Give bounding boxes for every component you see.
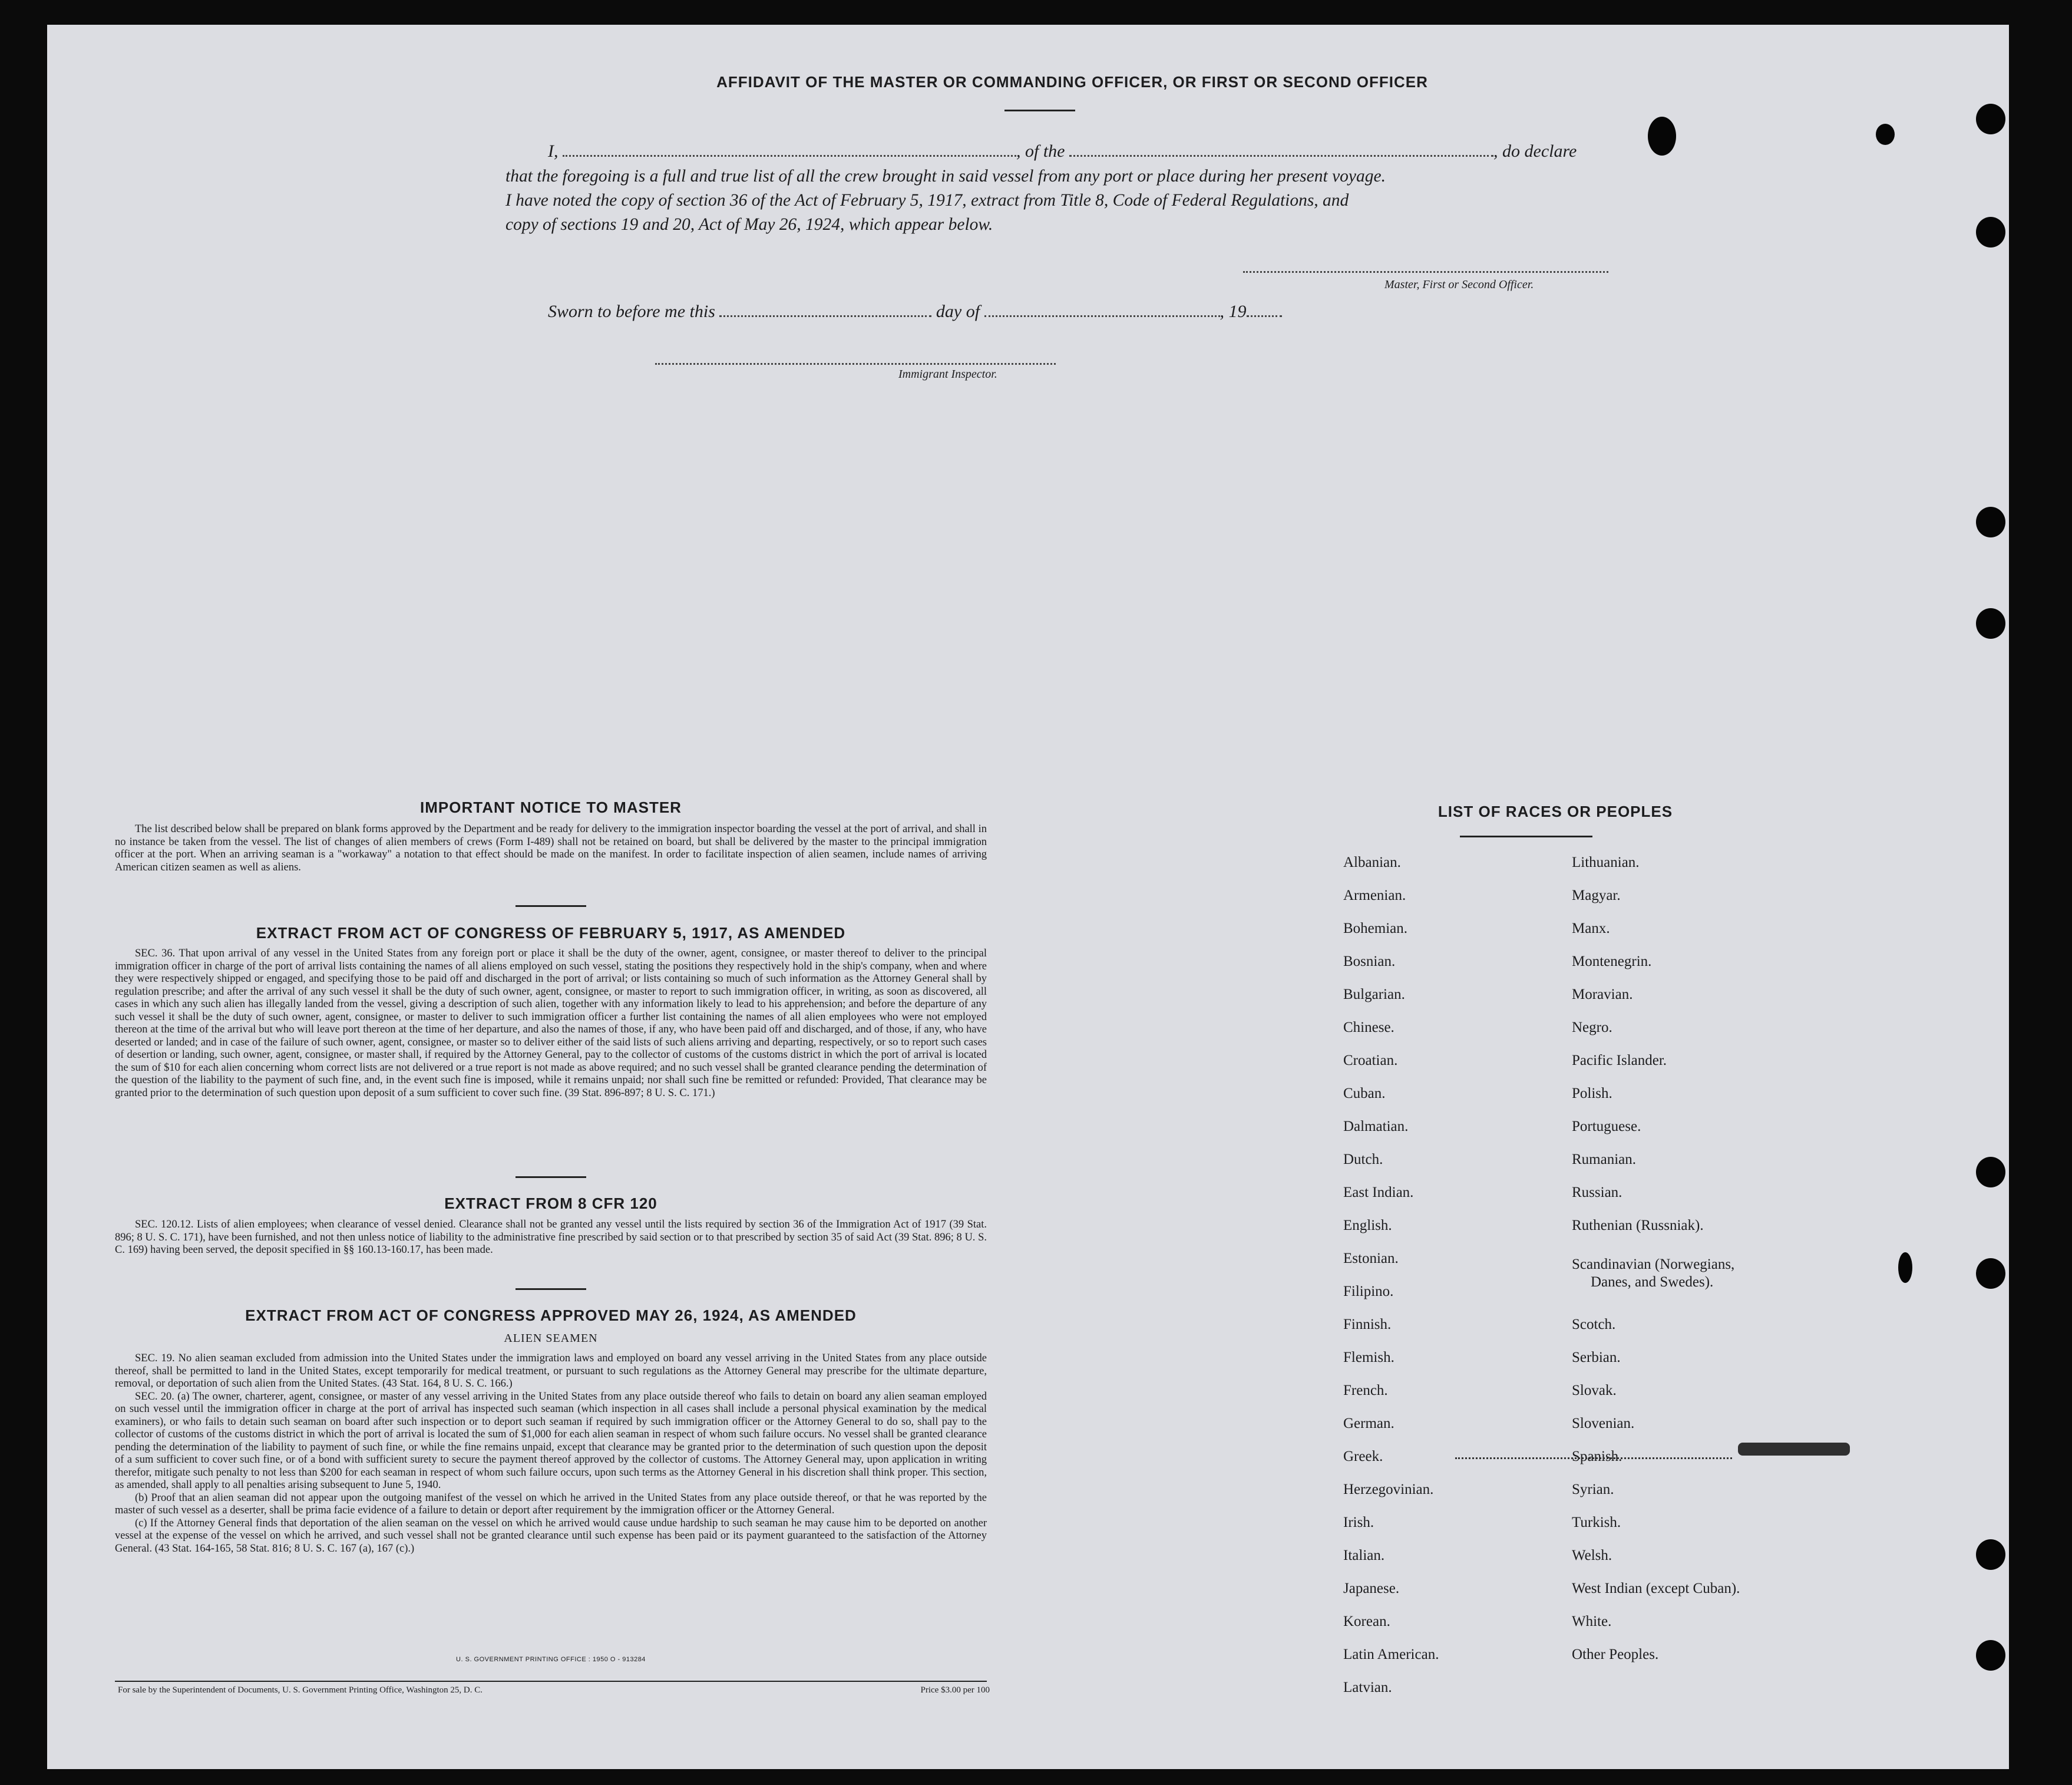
punch-hole	[1976, 104, 2005, 134]
race-item: Lithuanian.	[1572, 854, 1640, 870]
race-item: Slovak.	[1572, 1383, 1617, 1398]
of-the-label: , of the	[1016, 141, 1065, 161]
race-item: Syrian.	[1572, 1482, 1614, 1497]
master-name-field[interactable]	[563, 155, 1016, 157]
race-item: Armenian.	[1343, 887, 1406, 903]
race-item: Magyar.	[1572, 887, 1621, 903]
race-item: Welsh.	[1572, 1548, 1612, 1563]
race-item: Estonian.	[1343, 1251, 1399, 1266]
punch-hole	[1976, 507, 2005, 537]
sec-19-paragraph: SEC. 19. No alien seaman excluded from admission into the United States under the immigration laws and employed on board any vessel arriving in the United States from any place outside thereof, shall be permitted to land in the United States, except temporarily for medical treatment, or pursuant to such regulations as the Attorney General may prescribe for the ultimate departure, removal, or deportation of such alien from the United States. (43 Stat. 164, 8 U. S. C. 166.)	[115, 1352, 987, 1390]
race-item: Dutch.	[1343, 1151, 1383, 1167]
divider	[1460, 836, 1592, 837]
race-item: Latin American.	[1343, 1647, 1439, 1662]
notice-text	[115, 823, 987, 874]
race-item: Bulgarian.	[1343, 986, 1405, 1002]
notice-heading: IMPORTANT NOTICE TO MASTER	[420, 799, 682, 816]
sworn-month-field[interactable]	[984, 315, 1220, 317]
race-item: Italian.	[1343, 1548, 1385, 1563]
affidavit-heading: AFFIDAVIT OF THE MASTER OR COMMANDING OFFICER, OR FIRST OR SECOND OFFICER	[716, 73, 1428, 91]
i-label: I,	[548, 141, 559, 161]
notice-paragraph: The list described below shall be prepared on blank forms approved by the Department and be ready for delivery to the immigration inspector boarding the vessel at the port of arrival, and shall in no instance be taken from the vessel. The list of changes of alien members of crews (Form I-489) shall not be retained on board, but shall be delivered by the master to the principal immigration officer at the port. When an arriving seaman is a "workaway" a notation to that effect should be made on the manifest. In order to facilitate inspection of alien seamen, include names of arriving American citizen seamen as well as aliens.	[115, 823, 987, 873]
master-signature-line[interactable]	[1243, 259, 1608, 273]
race-item: Chinese.	[1343, 1019, 1394, 1035]
divider	[1004, 110, 1075, 111]
extract-1924-heading: EXTRACT FROM ACT OF CONGRESS APPROVED MAY 26, 1924, AS AMENDED	[245, 1306, 857, 1324]
race-item: Japanese.	[1343, 1581, 1400, 1596]
race-item: Irish.	[1343, 1515, 1374, 1530]
inspector-signature-caption: Immigrant Inspector.	[898, 368, 997, 381]
race-item: Greek.	[1343, 1449, 1383, 1464]
race-item: Scotch.	[1572, 1317, 1616, 1332]
race-item: Manx.	[1572, 920, 1610, 936]
sworn-day-field[interactable]	[719, 315, 931, 317]
race-item: English.	[1343, 1218, 1392, 1233]
ink-smudge	[1455, 1456, 1732, 1459]
race-item: Dalmatian.	[1343, 1118, 1409, 1134]
sworn-year-field[interactable]	[1247, 315, 1282, 317]
divider	[515, 905, 586, 907]
race-item: White.	[1572, 1614, 1612, 1629]
sec-120-12-paragraph: SEC. 120.12. Lists of alien employees; when clearance of vessel denied. Clearance shall not be granted any vessel until the lists required by section 36 of the Immigration Act of 1917 (39 Stat. 896; 8 U. S. C. 171), have been furnished, and not then unless notice of liability to the administrative fine prescribed by said section or to that prescribed by section 35 of said Act (39 Stat. 896; 8 U. S. C. 169) having been served, the deposit specified in §§ 160.13-160.17, has been made.	[115, 1219, 987, 1256]
for-sale-note: For sale by the Superintendent of Documents, U. S. Government Printing Office, Washington 25, D. C.	[118, 1685, 483, 1695]
sworn-label: Sworn to before me this	[548, 302, 715, 321]
sec-20a-paragraph: SEC. 20. (a) The owner, charterer, agent, consignee, or master of any vessel arriving in the United States from any place outside thereof who fails to detain on board any alien seaman employed on such vessel until the immigration officer in charge at the port of arrival has inspected such seaman (which inspection in all cases shall include a personal physical examination by the medical examiners), or who fails to detain such seaman on board after such inspection or to deport such seaman if required by such immigration officer or the Attorney General to do so, shall pay to the collector of customs of the customs district in which the port of arrival is located the sum of $1,000 for each alien seaman in respect of whom such failure occurs. No vessel shall be granted clearance pending the determination of the liability to payment of such fine, or while the fine remains unpaid, except that clearance may be granted prior to the determination of such question upon the deposit of a sum sufficient to cover such fine, or of a bond with sufficient surety to secure the payment thereof approved by the collector of customs. The Attorney General may, upon application in writing therefor, mitigate such penalty to not less than $200 for each seaman in respect of whom such failure occurs, upon such terms as the Attorney General in his discretion shall think proper. This section, as amended, shall apply to all penalties arising subsequent to June 5, 1940.	[115, 1390, 987, 1491]
punch-hole	[1976, 1640, 2005, 1671]
race-item: Korean.	[1343, 1614, 1390, 1629]
race-item: Scandinavian (Norwegians,	[1572, 1256, 1735, 1272]
sec-36-paragraph: SEC. 36. That upon arrival of any vessel in the United States from any foreign port or place it shall be the duty of the owner, agent, consignee, or master thereof to deliver to the principal immigration officer in charge of the port of arrival lists containing the names of all aliens employed on such vessel, stating the positions they respectively hold in the ship's company, when and where they were respectively shipped or engaged, and specifying those to be paid off and discharged in the port of arrival; or lists containing so much of such information as the Attorney General shall by regulation prescribe; and after the arrival of any such vessel it shall be the duty of such owner, agent, consignee, or master to report to such immigration officer, in writing, as soon as discovered, all cases in which any such alien has illegally landed from the vessel, giving a description of such alien, together with any information likely to lead to his apprehension; and before the departure of any such vessel it shall be the duty of such owner, agent, consignee, or master to deliver to such immigration officer a further list containing the names of all alien employees who were not employed thereon at the time of the arrival but who will leave port thereon at the time of her departure, and also the names of those, if any, who have been paid off and discharged, and of those, if any, who have deserted or landed; and in case of the failure of such owner, agent, consignee, or master so to deliver either of the said lists of such aliens arriving and departing, respectively, or so to report such cases of desertion or landing, such owner, agent, consignee, or master shall, if required by the Attorney General, pay to the collector of customs of the customs district in which the port of arrival is located the sum of $10 for each alien concerning whom correct lists are not delivered or a true report is not made as above required; and no such vessel shall be granted clearance pending the determination of the question of the liability to the payment of such fine, and, in the event such fine is imposed, while it remains unpaid; nor shall such fine be remitted or refunded: Provided, That clearance may be granted prior to the determination of such question upon deposit of a sum sufficient to cover such fine. (39 Stat. 896-897; 8 U. S. C. 171.)	[115, 948, 987, 1099]
race-item: Herzegovinian.	[1343, 1482, 1434, 1497]
extract-cfr-heading: EXTRACT FROM 8 CFR 120	[444, 1195, 657, 1212]
race-item: Ruthenian (Russniak).	[1572, 1218, 1704, 1233]
affidavit-line-2: that the foregoing is a full and true list of all the crew brought in said vessel from any port or place during her present voyage.	[505, 167, 1386, 186]
races-heading: LIST OF RACES OR PEOPLES	[1437, 803, 1673, 820]
footer-rule	[115, 1681, 987, 1682]
race-item: East Indian.	[1343, 1184, 1414, 1200]
race-item: Filipino.	[1343, 1284, 1394, 1299]
race-item: Slovenian.	[1572, 1416, 1635, 1431]
alien-seamen-subheading: ALIEN SEAMEN	[504, 1332, 598, 1345]
divider	[515, 1288, 586, 1290]
ink-smudge	[1738, 1443, 1850, 1456]
punch-hole	[1976, 1157, 2005, 1187]
inspector-signature-line[interactable]	[655, 352, 1056, 365]
race-item: Polish.	[1572, 1085, 1612, 1101]
race-item: Danes, and Swedes).	[1591, 1274, 1714, 1290]
ink-blot	[1876, 124, 1895, 145]
race-item: Turkish.	[1572, 1515, 1621, 1530]
affidavit-line-3: I have noted the copy of section 36 of the Act of February 5, 1917, extract from Title 8, Code of Federal Regulations, and	[505, 191, 1349, 210]
race-item: Bohemian.	[1343, 920, 1408, 936]
do-declare-label: , do declare	[1493, 141, 1577, 161]
year-label: , 19	[1220, 302, 1247, 321]
race-item: Montenegrin.	[1572, 953, 1652, 969]
race-item: Latvian.	[1343, 1680, 1392, 1695]
printing-office-imprint: U. S. GOVERNMENT PRINTING OFFICE : 1950 O - 913284	[456, 1656, 646, 1663]
punch-hole	[1976, 217, 2005, 248]
race-item: Spanish.	[1572, 1449, 1622, 1464]
race-item: Negro.	[1572, 1019, 1612, 1035]
punch-hole	[1976, 1258, 2005, 1289]
race-item: Portuguese.	[1572, 1118, 1641, 1134]
extract-1924-text	[115, 1352, 987, 1555]
affidavit-declaration-line	[548, 141, 1620, 161]
sec-20c-paragraph: (c) If the Attorney General finds that deportation of the alien seaman on the vessel on which he arrived would cause undue hardship to such seaman he may cause him to be deported on another vessel at the expense of the vessel on which he arrived, and such vessel shall not be granted clearance until such expense has been paid or its payment guaranteed to the satisfaction of the Attorney General. (43 Stat. 164-165, 58 Stat. 816; 8 U. S. C. 167 (a), 167 (c).)	[115, 1517, 987, 1555]
race-item: Serbian.	[1572, 1350, 1621, 1365]
race-item: Flemish.	[1343, 1350, 1394, 1365]
ink-blot	[1648, 117, 1676, 156]
extract-1917-heading: EXTRACT FROM ACT OF CONGRESS OF FEBRUARY 5, 1917, AS AMENDED	[256, 924, 846, 942]
divider	[515, 1176, 586, 1178]
ink-blot	[1898, 1252, 1912, 1283]
extract-1917-text	[115, 948, 987, 1100]
sworn-line	[548, 302, 1432, 322]
day-of-label: day of	[936, 302, 980, 321]
master-signature-caption: Master, First or Second Officer.	[1384, 278, 1534, 291]
race-item: Moravian.	[1572, 986, 1633, 1002]
race-item: German.	[1343, 1416, 1394, 1431]
race-item: Pacific Islander.	[1572, 1052, 1667, 1068]
race-item: Rumanian.	[1572, 1151, 1637, 1167]
race-item: Russian.	[1572, 1184, 1622, 1200]
punch-hole	[1976, 1539, 2005, 1570]
price-note: Price $3.00 per 100	[920, 1685, 990, 1695]
vessel-name-field[interactable]	[1069, 155, 1493, 157]
race-item: Croatian.	[1343, 1052, 1398, 1068]
punch-hole	[1976, 608, 2005, 639]
race-item: Bosnian.	[1343, 953, 1396, 969]
extract-cfr-text	[115, 1219, 987, 1257]
sec-20b-paragraph: (b) Proof that an alien seaman did not appear upon the outgoing manifest of the vessel on which he arrived in the United States from any place outside thereof, or that he was reported by the master of such vessel as a deserter, shall be prima facie evidence of a failure to detain or deport after requirement by the immigration officer or the Attorney General.	[115, 1492, 987, 1516]
affidavit-line-4: copy of sections 19 and 20, Act of May 26, 1924, which appear below.	[505, 215, 993, 234]
race-item: West Indian (except Cuban).	[1572, 1581, 1740, 1596]
race-item: Finnish.	[1343, 1317, 1392, 1332]
race-item: French.	[1343, 1383, 1388, 1398]
race-item: Cuban.	[1343, 1085, 1386, 1101]
race-item: Other Peoples.	[1572, 1647, 1659, 1662]
race-item: Albanian.	[1343, 854, 1401, 870]
